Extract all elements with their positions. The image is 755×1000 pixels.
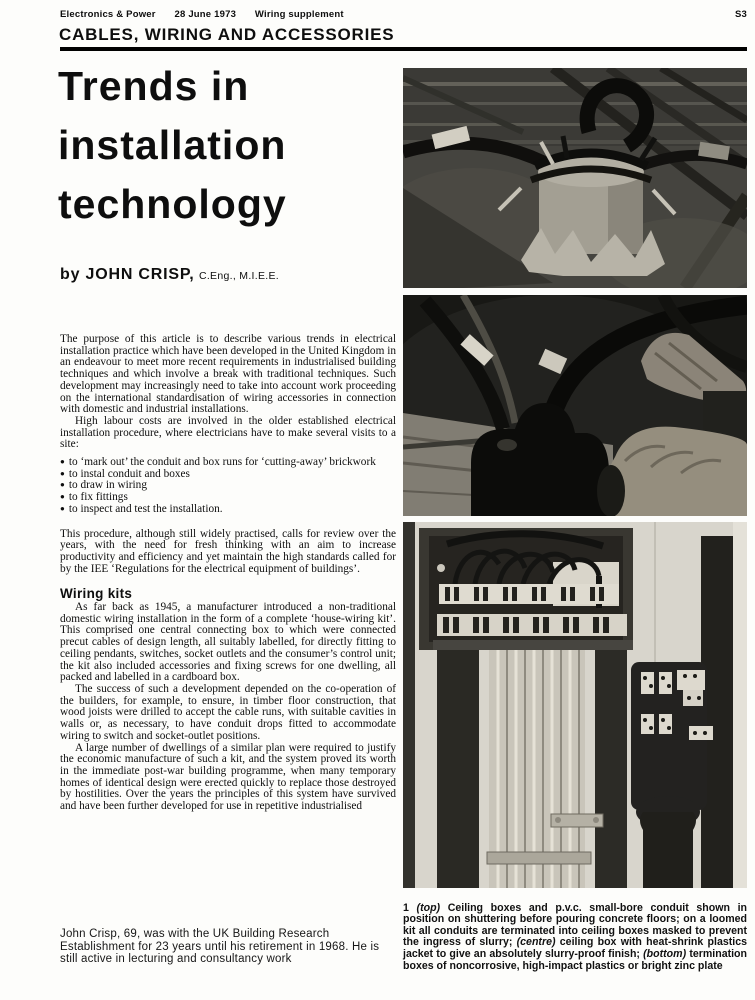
article-title-line: technology xyxy=(58,181,287,227)
photo-heatshrink-ceiling-box xyxy=(403,295,747,516)
masthead xyxy=(60,9,747,20)
list-item xyxy=(60,504,396,516)
paragraph: The success of such a development depended on the co-operation of the builders, for example, to ensure, in timber floor construction, that wood joists were drilled to accept the cable runs, with suitable cavities in walls or, as necessary, to have conduit drops fitted to accommodate wiring to switch and socket-outlet positions. xyxy=(60,682,396,742)
journal-name: Electronics & Power xyxy=(60,9,156,20)
figure-caption xyxy=(403,903,747,973)
caption-segment: Ceiling boxes and p.v.c. small-bore conduit shown in position on shuttering before pouring concrete floors; on a loomed kit all conduits are terminated into ceiling boxes masked to prevent the ingress of slurry; xyxy=(403,901,747,949)
list-item-text: to fix fittings xyxy=(68,491,128,504)
caption-segment: ceiling box with heat-shrink plastics jacket to give an absolutely slurry-proof finish; xyxy=(403,936,747,960)
site-visits-list xyxy=(60,457,396,516)
caption-segment: (top) xyxy=(416,901,441,914)
caption-segment: (bottom) xyxy=(643,947,687,960)
author-credentials: C.Eng., M.I.E.E. xyxy=(198,270,280,282)
photo-heatshrink-illustration xyxy=(403,295,747,516)
list-item-text: to ‘mark out’ the conduit and box runs for ‘cutting-away’ brickwork xyxy=(68,456,376,469)
section-heading: Wiring kits xyxy=(60,586,133,602)
photo-termination-illustration xyxy=(403,522,747,888)
author-name: by JOHN CRISP, xyxy=(60,266,195,283)
list-item-text: to inspect and test the installation. xyxy=(68,502,223,515)
caption-segment: (centre) xyxy=(516,936,556,949)
section-title: CABLES, WIRING AND ACCESSORIES xyxy=(59,25,395,44)
paragraph: This procedure, although still widely practised, calls for review over the years, with the need for fresh thinking with an aim to increase productivity and efficiency and yet maintain the high standards called for by the IEE ‘Regulations for the electrical equipment of buildings’. xyxy=(60,527,396,575)
photo-ceiling-box-on-shuttering xyxy=(403,68,747,288)
bullet-icon: ● xyxy=(60,503,65,513)
caption-segment: termination boxes of noncorrosive, high-impact plastics or bright zinc plate xyxy=(403,947,747,972)
header-rule xyxy=(60,47,747,51)
masthead-left xyxy=(60,9,360,20)
byline xyxy=(60,266,279,284)
list-item-text: to draw in wiring xyxy=(68,479,147,492)
article-title-line: installation xyxy=(58,122,287,168)
photo-ceiling-box-illustration xyxy=(403,68,747,288)
bullet-icon: ● xyxy=(60,480,65,490)
paragraph: High labour costs are involved in the older established electrical installation procedure, where electricians have to make several visits to a site: xyxy=(60,414,396,451)
page-number: S3 xyxy=(734,9,747,20)
bullet-icon: ● xyxy=(60,492,65,502)
article-body xyxy=(60,334,396,813)
article-title xyxy=(58,57,398,234)
paragraph: A large number of dwellings of a similar plan were required to justify the economic manufacture of such a kit, and the system proved its worth in the immediate post-war building programme, when many temporary homes of identical design were erected quickly to replace those destroyed by hostilities. Over the years the principles of this system have survived and have been further developed for use in repetitive industrialised xyxy=(60,741,396,813)
author-note: John Crisp, 69, was with the UK Building Research Establishment for 23 years until his retirement in 1968. He is still active in lecturing and consultancy work xyxy=(60,928,380,965)
supplement-name: Wiring supplement xyxy=(254,9,344,20)
bullet-icon: ● xyxy=(60,468,65,478)
paragraph: The purpose of this article is to describe various trends in electrical installation practice which have been developed in the United Kingdom in an endeavour to meet more recent requirements in industrialised building techniques and which involve a break with traditional techniques. Such development may increasingly need to take into account work proceeding on the international standardisation of wiring accessories in connection with domestic and industrial installations. xyxy=(60,333,396,416)
issue-date: 28 June 1973 xyxy=(174,9,237,20)
photo-termination-boxes xyxy=(403,522,747,888)
bullet-icon: ● xyxy=(60,457,65,467)
figure-number: 1 xyxy=(403,901,409,914)
list-item-text: to instal conduit and boxes xyxy=(68,467,190,480)
article-title-line: Trends in xyxy=(58,63,250,109)
paragraph: As far back as 1945, a manufacturer introduced a non-traditional domestic wiring installation in the form of a complete ‘house-wiring kit’. This comprised one central connecting box to which were connected precut cables of design length, all suitably labelled, for directly fitting to ceiling pendants, switches, socket outlets and the consumer’s control unit; the kit also included accessories and fixing screws for one dwelling, all packed and labelled in a cardboard box. xyxy=(60,601,396,684)
